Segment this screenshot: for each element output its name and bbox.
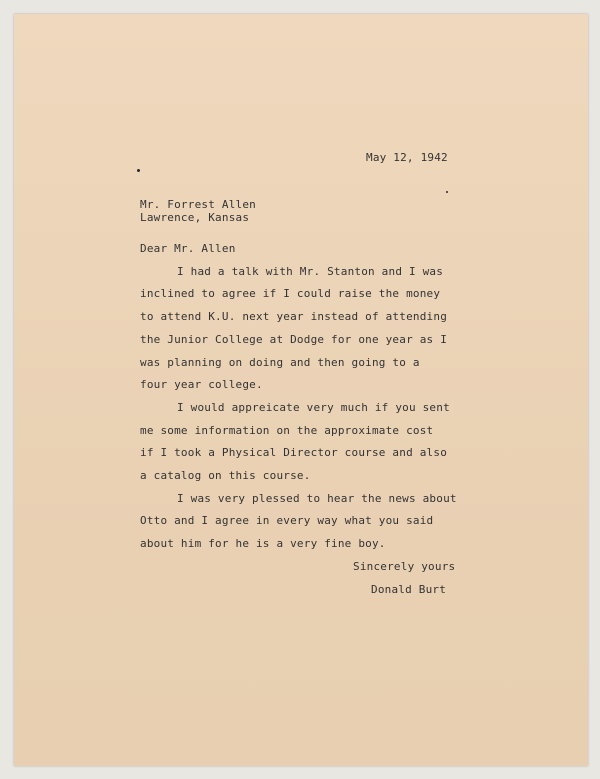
ink-speck <box>446 191 448 193</box>
body-line: was planning on doing and then going to a <box>140 356 420 369</box>
body-line: me some information on the approximate cost <box>140 424 434 437</box>
body-line: the Junior College at Dodge for one year as I <box>140 333 448 346</box>
recipient-address: Lawrence, Kansas <box>140 211 250 224</box>
body-line: a catalog on this course. <box>140 469 311 482</box>
letter-date: May 12, 1942 <box>366 151 448 164</box>
salutation: Dear Mr. Allen <box>140 242 236 255</box>
body-line: Otto and I agree in every way what you said <box>140 514 434 527</box>
recipient-name: Mr. Forrest Allen <box>140 198 256 211</box>
signature: Donald Burt <box>371 583 447 596</box>
body-line: inclined to agree if I could raise the money <box>140 287 441 300</box>
body-line: if I took a Physical Director course and also <box>140 446 448 459</box>
body-line: I would appreicate very much if you sent <box>177 401 450 414</box>
body-line: about him for he is a very fine boy. <box>140 537 386 550</box>
closing: Sincerely yours <box>353 560 456 573</box>
body-line: I had a talk with Mr. Stanton and I was <box>177 265 444 278</box>
letter-page <box>14 14 588 766</box>
body-line: four year college. <box>140 378 263 391</box>
body-line: to attend K.U. next year instead of attending <box>140 310 448 323</box>
ink-speck <box>137 169 140 172</box>
body-line: I was very plessed to hear the news about <box>177 492 457 505</box>
